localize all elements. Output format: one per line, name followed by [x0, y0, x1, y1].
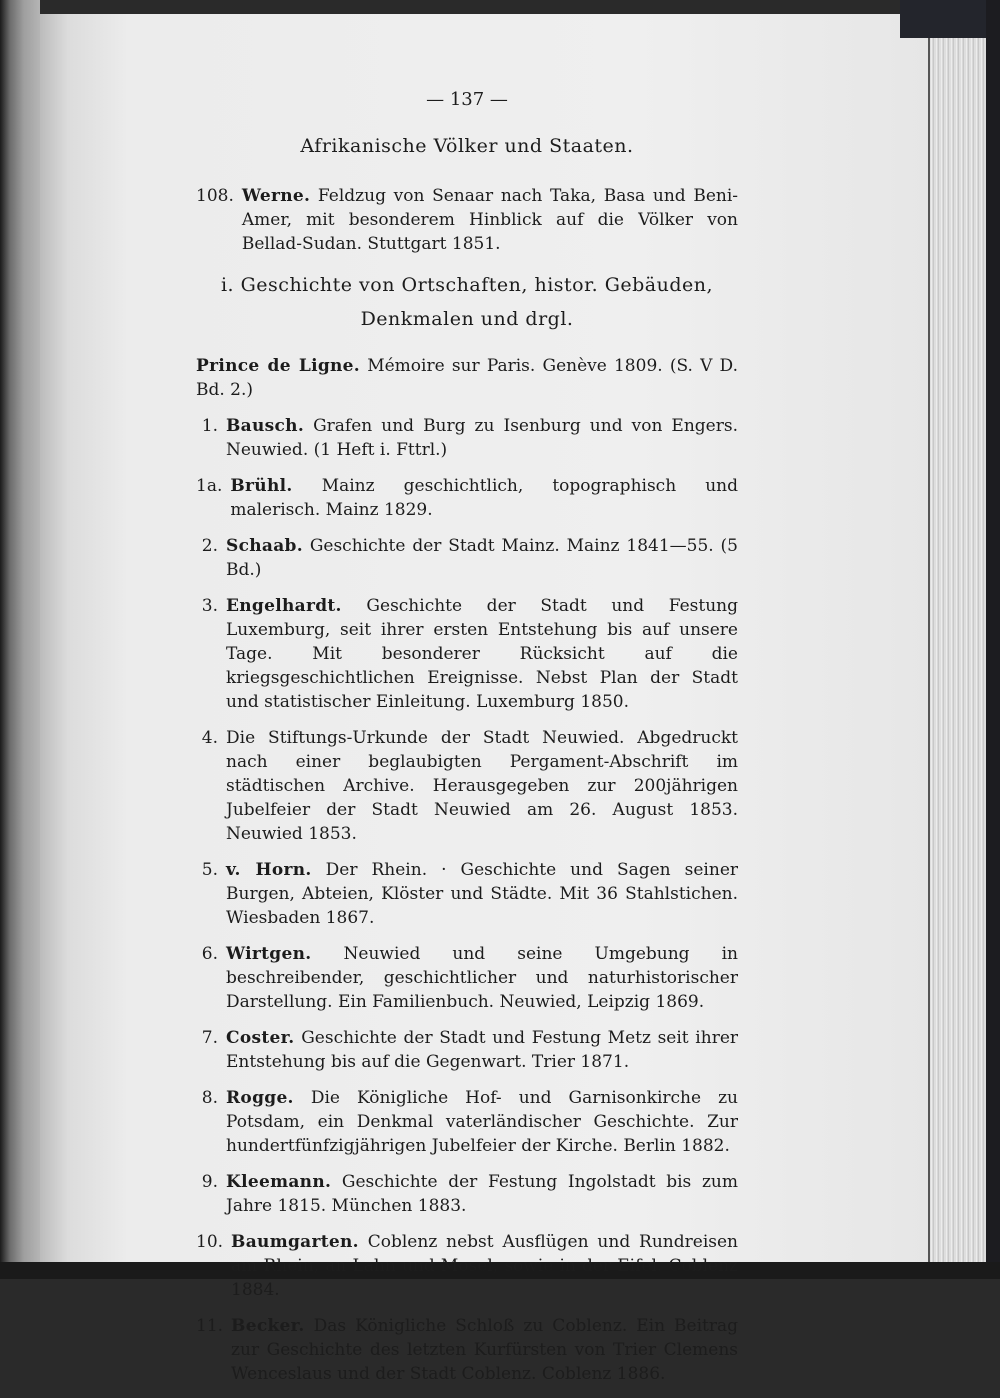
- page-text: [196, 88, 738, 1398]
- entry-body: [226, 858, 738, 930]
- entry-text: Das Königliche Schloß zu Coblenz. Ein Beitrag zur Geschichte des letzten Kurfürsten von Trier Clemens Wenceslaus und der Stadt Coblenz. Coblenz 1886.: [231, 1316, 739, 1384]
- entry-body: [226, 1086, 738, 1158]
- lead-entry: [196, 354, 738, 402]
- subsection-heading: i. Geschichte von Ortschaften, histor. Gebäuden, Denkmalen und drgl.: [220, 274, 714, 330]
- entry-number: 10.: [196, 1232, 224, 1252]
- entry-author: Kleemann.: [226, 1172, 332, 1192]
- entry-author: Wirtgen.: [226, 944, 312, 964]
- list-item: [196, 1170, 738, 1218]
- entry-author: Schaab.: [226, 536, 303, 556]
- entry-text: Geschichte der Stadt Mainz. Mainz 1841—55. (5 Bd.): [226, 536, 738, 580]
- entry-text: Der Rhein. · Geschichte und Sagen seiner Burgen, Abteien, Klöster und Städte. Mit 36 Stahlstichen. Wiesbaden 1867.: [226, 860, 739, 928]
- entry-number: 2.: [201, 536, 218, 556]
- entry-number: 8.: [201, 1088, 218, 1108]
- entry-text: Die Stiftungs-Urkunde der Stadt Neuwied. Abgedruckt nach einer beglaubigten Pergament-Abschrift im städtischen Archive. Herausgegeben zur 200jährigen Jubelfeier der Stadt Neuwied am 26. August 1853. Neuwied 1853.: [226, 728, 738, 844]
- entry-author: v. Horn.: [226, 860, 312, 880]
- entry-body: [226, 594, 738, 714]
- entry-author: Werne.: [241, 186, 311, 206]
- entry-text: Geschichte der Stadt und Festung Luxemburg, seit ihrer ersten Entstehung bis auf unsere Tage. Mit besonderer Rücksicht auf die kriegsgeschichtlichen Ereignisse. Nebst Plan der Stadt und statistischer Einleitung. Luxemburg 1850.: [226, 596, 739, 712]
- entry-number: 11.: [196, 1316, 224, 1336]
- entry-number: 4.: [201, 728, 218, 748]
- entry-108: [196, 184, 738, 256]
- book-gutter: [0, 0, 40, 1279]
- entry-author: Prince de Ligne.: [196, 356, 361, 376]
- entry-body: [231, 1314, 738, 1386]
- entry-number: 9.: [201, 1172, 218, 1192]
- list-item: [196, 726, 738, 846]
- page-edges: [928, 38, 988, 1264]
- page-number: — 137 —: [426, 89, 508, 110]
- entry-body: [226, 1170, 738, 1218]
- entry-body: [226, 414, 738, 462]
- list-item: [196, 1314, 738, 1386]
- entry-author: Becker.: [231, 1316, 305, 1336]
- entry-number: 5.: [201, 860, 218, 880]
- entry-body: [242, 184, 738, 256]
- entry-body: [226, 534, 738, 582]
- entry-body: [226, 942, 738, 1014]
- entry-body: [226, 726, 738, 846]
- entry-number: 1a.: [196, 476, 223, 496]
- entry-author: Baumgarten.: [231, 1232, 359, 1252]
- entry-text: Die Königliche Hof- und Garnisonkirche zu Potsdam, ein Denkmal vaterländischer Geschichte. Zur hundertfünfzigjährigen Jubelfeier der Kirche. Berlin 1882.: [226, 1088, 738, 1156]
- entry-number: 1.: [201, 416, 218, 436]
- entry-text: Grafen und Burg zu Isenburg und von Engers. Neuwied. (1 Heft i. Fttrl.): [226, 416, 738, 460]
- section-heading: Afrikanische Völker und Staaten.: [300, 135, 634, 157]
- entry-text: Geschichte der Festung Ingolstadt bis zum Jahre 1815. München 1883.: [226, 1172, 738, 1216]
- entry-number: 108.: [196, 186, 234, 206]
- list-item: [196, 474, 738, 522]
- entry-author: Brühl.: [230, 476, 293, 496]
- entry-author: Coster.: [226, 1028, 295, 1048]
- entry-body: [226, 1026, 738, 1074]
- entry-text: Coblenz nebst Ausflügen und Rundreisen am Rhein, an Lahn und Mosel, sowie in der Eifel. Coblenz 1884.: [231, 1232, 738, 1300]
- book-cover-top: [900, 0, 1000, 38]
- list-item: [196, 594, 738, 714]
- entry-number: 3.: [201, 596, 218, 616]
- entry-author: Bausch.: [226, 416, 305, 436]
- entry-list: [196, 414, 738, 1386]
- entry-number: 6.: [201, 944, 218, 964]
- entry-text: Neuwied und seine Umgebung in beschreibender, geschichtlicher und naturhistorischer Darstellung. Ein Familienbuch. Neuwied, Leipzig 1869.: [226, 944, 738, 1012]
- entry-author: Rogge.: [226, 1088, 294, 1108]
- entry-text: Feldzug von Senaar nach Taka, Basa und Beni-Amer, mit besonderem Hinblick auf die Völker von Bellad-Sudan. Stuttgart 1851.: [241, 186, 739, 254]
- list-item: [196, 858, 738, 930]
- entry-text: Mainz geschichtlich, topographisch und malerisch. Mainz 1829.: [230, 476, 739, 520]
- entry-body: [230, 474, 738, 522]
- book-cover-right: [986, 0, 1000, 1279]
- list-item: [196, 942, 738, 1014]
- list-item: [196, 414, 738, 462]
- list-item: [196, 534, 738, 582]
- list-item: [196, 1026, 738, 1074]
- entry-author: Engelhardt.: [226, 596, 342, 616]
- entry-body: [231, 1230, 738, 1302]
- entry-text: Geschichte der Stadt und Festung Metz seit ihrer Entstehung bis auf die Gegenwart. Trier 1871.: [226, 1028, 739, 1072]
- entry-number: 7.: [201, 1028, 218, 1048]
- list-item: [196, 1230, 738, 1302]
- list-item: [196, 1086, 738, 1158]
- entry-text: Mémoire sur Paris. Genève 1809. (S. V D. Bd. 2.): [196, 356, 738, 400]
